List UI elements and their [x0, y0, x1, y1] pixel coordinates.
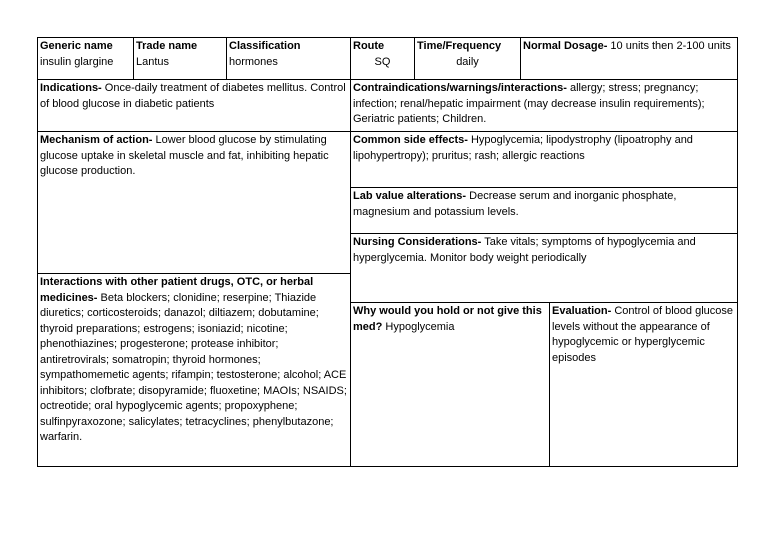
hold-med-label: Why would you hold or not give this med?	[353, 305, 542, 333]
time-frequency-value: daily	[456, 55, 479, 68]
normal-dosage-label: Normal Dosage-	[523, 40, 608, 52]
evaluation-text: Control of blood glucose levels without the appearance of hypoglycemic or hyperglycemic episodes	[552, 305, 733, 364]
generic-name-cell	[37, 37, 134, 80]
interactions-label: Interactions with other patient drugs, OTC, or herbal medicines-	[40, 276, 314, 304]
time-frequency-cell	[414, 37, 521, 80]
indications-text: Once-daily treatment of diabetes mellitus. Control of blood glucose in diabetic patients	[40, 82, 346, 110]
side-effects-text: Hypoglycemia; lipodystrophy (lipoatrophy and lipohypertropy); pruritus; rash; allergic reactions	[353, 134, 693, 162]
hold-med-cell	[350, 302, 550, 467]
time-frequency-label: Time/Frequency	[417, 40, 502, 52]
mechanism-label: Mechanism of action-	[40, 134, 153, 146]
side-effects-cell	[350, 131, 738, 188]
trade-name-value: Lantus	[136, 55, 170, 68]
evaluation-label: Evaluation-	[552, 305, 612, 317]
nursing-cell	[350, 233, 738, 303]
generic-name-value: insulin glargine	[40, 55, 114, 68]
contraindications-cell	[350, 79, 738, 132]
normal-dosage-cell	[520, 37, 738, 80]
lab-values-label: Lab value alterations-	[353, 190, 467, 202]
indications-label: Indications-	[40, 82, 102, 94]
classification-label: Classification	[229, 40, 301, 52]
generic-name-label: Generic name	[40, 40, 113, 52]
normal-dosage-value: 10 units then 2-100 units	[607, 40, 731, 52]
classification-value: hormones	[229, 55, 278, 68]
contraindications-label: Contraindications/warnings/interactions-	[353, 82, 567, 94]
evaluation-cell	[549, 302, 738, 467]
route-label: Route	[353, 40, 385, 52]
hold-med-text: Hypoglycemia	[382, 320, 455, 333]
mechanism-text: Lower blood glucose by stimulating glucose uptake in skeletal muscle and fat, inhibiting hepatic glucose production.	[40, 134, 329, 177]
nursing-label: Nursing Considerations-	[353, 236, 482, 248]
indications-cell	[37, 79, 351, 132]
mechanism-cell	[37, 131, 351, 274]
route-cell	[350, 37, 415, 80]
lab-values-cell	[350, 187, 738, 234]
classification-cell	[226, 37, 351, 80]
interactions-text: Beta blockers; clonidine; reserpine; Thiazide diuretics; corticosteroids; danazol; diltiazem; dobutamine; thyroid preparations; estrogens; isoniazid; nicotine; phenothiazines; progesterone; protease inhibitor; antiretrovirals; somatropin; thyroid hormones; sympathomemetic agents; rifampin; testosterone; alcohol; ACE inhibitors; clofbrate; disopyramide; fluoxetine; MAOIs; NSAIDS; octreotide; oral hypoglycemic agents; propoxyphene; sulfinpyraxozone; salicylates; tetracyclines; phenylbutazone; warfarin.	[40, 291, 347, 443]
route-value: SQ	[374, 55, 391, 68]
trade-name-label: Trade name	[136, 40, 198, 52]
side-effects-label: Common side effects-	[353, 134, 468, 146]
nursing-text: Take vitals; symptoms of hypoglycemia and hyperglycemia. Monitor body weight periodically	[353, 236, 696, 264]
interactions-cell	[37, 273, 351, 467]
trade-name-cell	[133, 37, 227, 80]
contraindications-text: allergy; stress; pregnancy; infection; renal/hepatic impairment (may decrease insulin requirements); Geriatric patients; Children.	[353, 82, 705, 125]
lab-values-text: Decrease serum and inorganic phosphate, magnesium and potassium levels.	[353, 190, 677, 218]
